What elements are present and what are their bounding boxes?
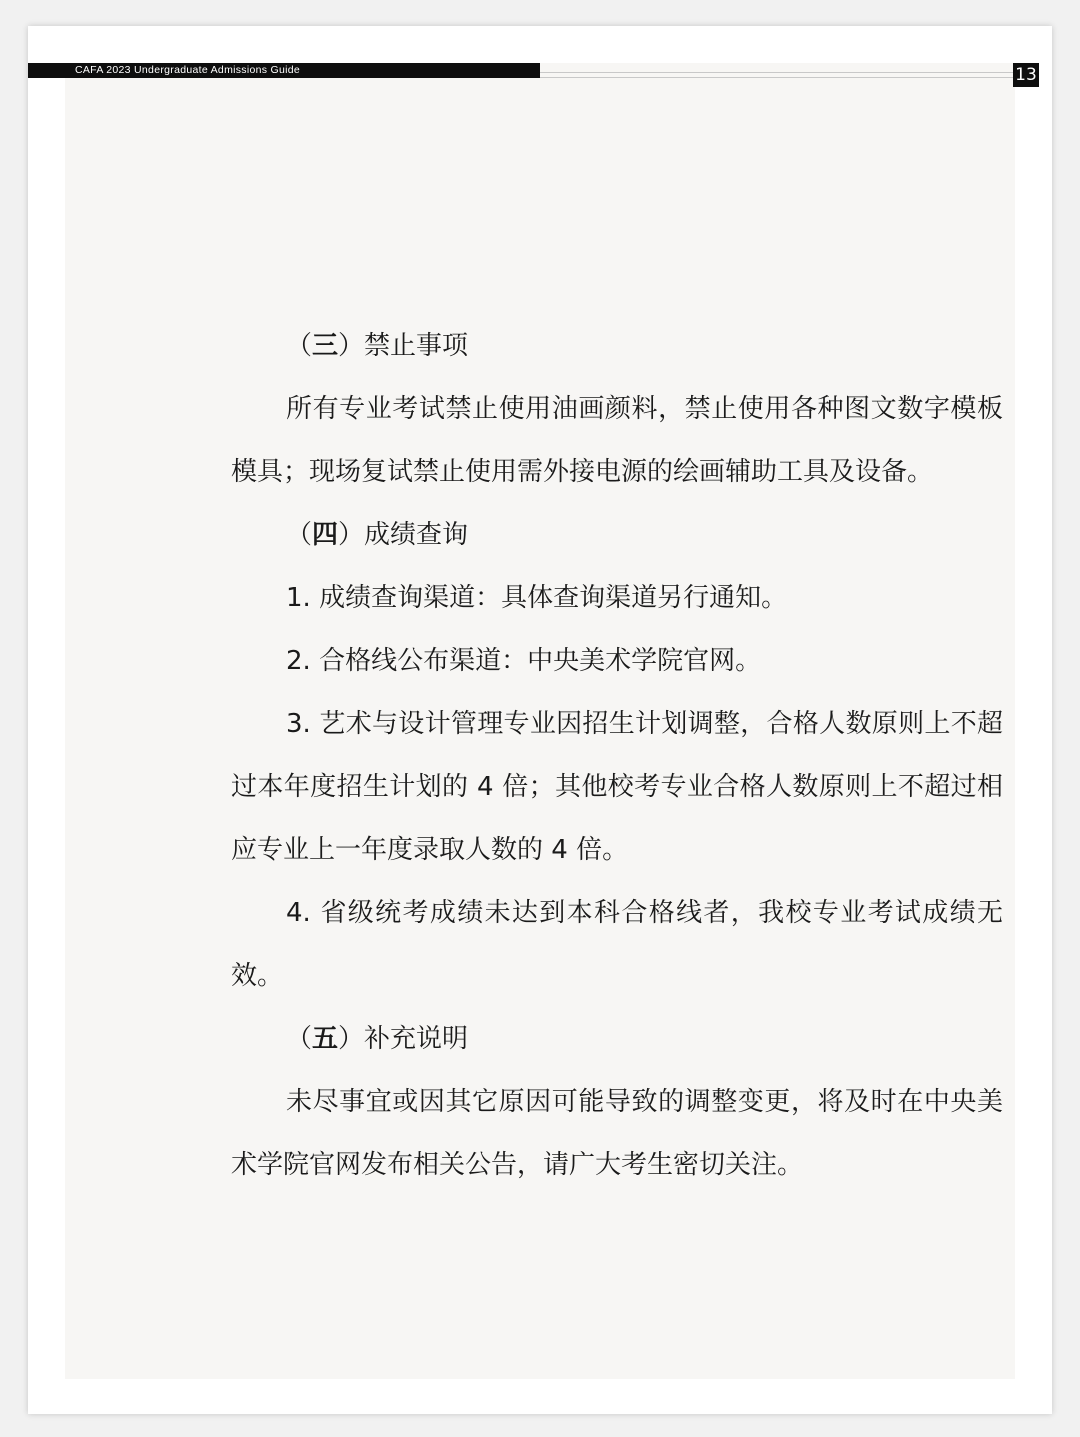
section-heading-scores [231,504,1003,567]
heading-numeral: 三 [312,331,339,361]
heading-title: 禁止事项 [364,331,469,361]
item-text: 合格线公布渠道：中央美术学院官网。 [319,646,762,676]
heading-numeral: 四 [312,520,339,550]
heading-paren-open: （ [286,520,313,550]
document-page [28,26,1052,1414]
header-rule [540,72,1013,78]
heading-numeral: 五 [312,1024,339,1054]
heading-paren-close: ） [338,331,365,361]
list-item-scores-1 [231,567,1003,630]
heading-title: 成绩查询 [364,520,469,550]
heading-title: 补充说明 [364,1024,469,1054]
item-number: 1. [286,583,311,613]
item-number: 2. [286,646,311,676]
item-text: 艺术与设计管理专业因招生计划调整，合格人数原则上不超过本年度招生计划的 4 倍；其他校考专业合格人数原则上不超过相应专业上一年度录取人数的 4 倍。 [231,709,1003,865]
header-title: CAFA 2023 Undergraduate Admissions Guide [75,64,301,76]
list-item-scores-3 [231,693,1003,882]
section-heading-supplement [231,1008,1003,1071]
heading-paren-close: ） [338,1024,365,1054]
item-number: 3. [286,709,311,739]
body-text [231,315,1003,1197]
page-number: 13 [1013,63,1039,87]
item-text: 省级统考成绩未达到本科合格线者，我校专业考试成绩无效。 [231,898,1003,991]
list-item-scores-4 [231,882,1003,1008]
heading-paren-open: （ [286,1024,313,1054]
heading-paren-close: ） [338,520,365,550]
paragraph-prohibited: 所有专业考试禁止使用油画颜料，禁止使用各种图文数字模板模具；现场复试禁止使用需外接电源的绘画辅助工具及设备。 [231,394,1003,487]
item-number: 4. [286,898,311,928]
item-text: 成绩查询渠道：具体查询渠道另行通知。 [319,583,788,613]
list-item-scores-2 [231,630,1003,693]
section-heading-prohibited [231,315,1003,378]
paragraph-supplement: 未尽事宜或因其它原因可能导致的调整变更，将及时在中央美术学院官网发布相关公告，请广大考生密切关注。 [231,1087,1003,1180]
heading-paren-open: （ [286,331,313,361]
